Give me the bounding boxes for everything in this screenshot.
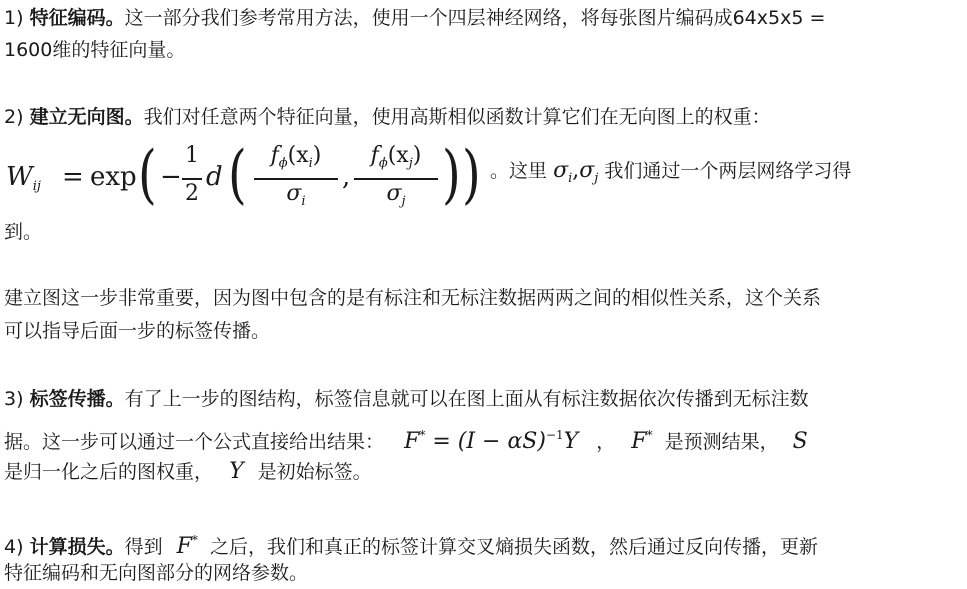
section-2-line-1 <box>4 104 771 130</box>
section-3-comma: ， <box>596 431 616 453</box>
section-4-number: 4) <box>4 536 24 558</box>
section-1-number: 1) <box>4 7 24 29</box>
section-1-heading: 特征编码。 <box>29 7 125 29</box>
eq-exp: exp <box>90 162 137 192</box>
section-1-text-1: 这一部分我们参考常用方法，使用一个四层神经网络，将每张图片编码成64x5x5 = <box>124 7 826 29</box>
eq-w: $W_{ij}$ <box>6 162 41 194</box>
eq-minus: − <box>160 162 182 192</box>
section-4-line-1 <box>4 527 818 560</box>
section-4-heading: 计算损失。 <box>29 536 125 558</box>
eq-half-fraction: 1 2 <box>180 139 204 215</box>
section-2-line-3 <box>4 219 42 245</box>
section-2-text-3: 到。 <box>4 221 43 243</box>
section-1-text-2: 1600维的特征向量。 <box>4 39 186 61</box>
graph-weight-s: S <box>792 429 808 454</box>
section-4-text-1a: 得到 <box>124 536 163 558</box>
eq-paren-open-inner: ( <box>228 138 247 212</box>
section-3-number: 3) <box>4 388 24 410</box>
section-2-text-1: 我们对任意两个特征向量，使用高斯相似函数计算它们在无向图上的权重： <box>143 106 771 128</box>
section-3-text-3a: 是归一化之后的图权重， <box>4 461 214 483</box>
section-3-text-3b: 是初始标签。 <box>257 461 372 483</box>
eq-fraction-2: $f_\phi(x_j)$ $\sigma_j$ <box>352 139 440 215</box>
section-2-here: 。这里 <box>490 160 548 182</box>
loss-f-star: F* <box>176 533 198 559</box>
initial-label-y: Y <box>229 459 244 484</box>
section-3-heading: 标签传播。 <box>29 388 125 410</box>
eq-equals: = <box>62 162 84 192</box>
paragraph-graph-line-2 <box>4 318 270 344</box>
section-3-text-1: 有了上一步的图结构，标签信息就可以在图上面从有标注数据依次传播到无标注数 <box>124 388 809 410</box>
section-4-text-1b: 之后，我们和真正的标签计算交叉熵损失函数，然后通过反向传播，更新 <box>209 536 818 558</box>
eq-fraction-1: $f_\phi(x_i)$ $\sigma_i$ <box>252 139 340 215</box>
section-2-after-eq <box>490 158 851 192</box>
section-1-line-2 <box>4 37 185 63</box>
section-4-text-2: 特征编码和无向图部分的网络参数。 <box>4 562 309 584</box>
section-2-heading: 建立无向图。 <box>29 106 144 128</box>
section-3-line-2 <box>4 422 808 455</box>
section-2-learned: 我们通过一个两层网络学习得 <box>604 160 852 182</box>
section-3-text-2a: 据。这一步可以通过一个公式直接给出结果： <box>4 431 385 453</box>
eq-d: d <box>206 162 223 192</box>
section-1-line-1 <box>4 5 825 31</box>
section-4-line-2 <box>4 560 308 586</box>
section-3-line-1 <box>4 386 809 412</box>
eq-comma: , <box>342 162 351 192</box>
eq-paren-close-inner: ) <box>442 138 461 212</box>
label-propagation-formula: $F^* = (I - \alpha S)^{-1}Y$ <box>404 428 579 454</box>
paragraph-graph-text-2: 可以指导后面一步的标签传播。 <box>4 320 271 342</box>
section-3-line-3 <box>4 459 372 485</box>
section-2-number: 2) <box>4 106 24 128</box>
eq-paren-open-outer: ( <box>138 138 157 212</box>
paragraph-graph-text-1: 建立图这一步非常重要，因为图中包含的是有标注和无标注数据两两之间的相似性关系，这个关系 <box>4 287 822 309</box>
sigma-inline: $\sigma_i,\sigma_j$ <box>553 158 599 186</box>
paragraph-graph-line-1 <box>4 285 821 311</box>
eq-paren-close-outer: ) <box>462 138 481 212</box>
prediction-f-star: F* <box>631 428 653 454</box>
section-3-text-2c: 是预测结果， <box>664 431 779 453</box>
